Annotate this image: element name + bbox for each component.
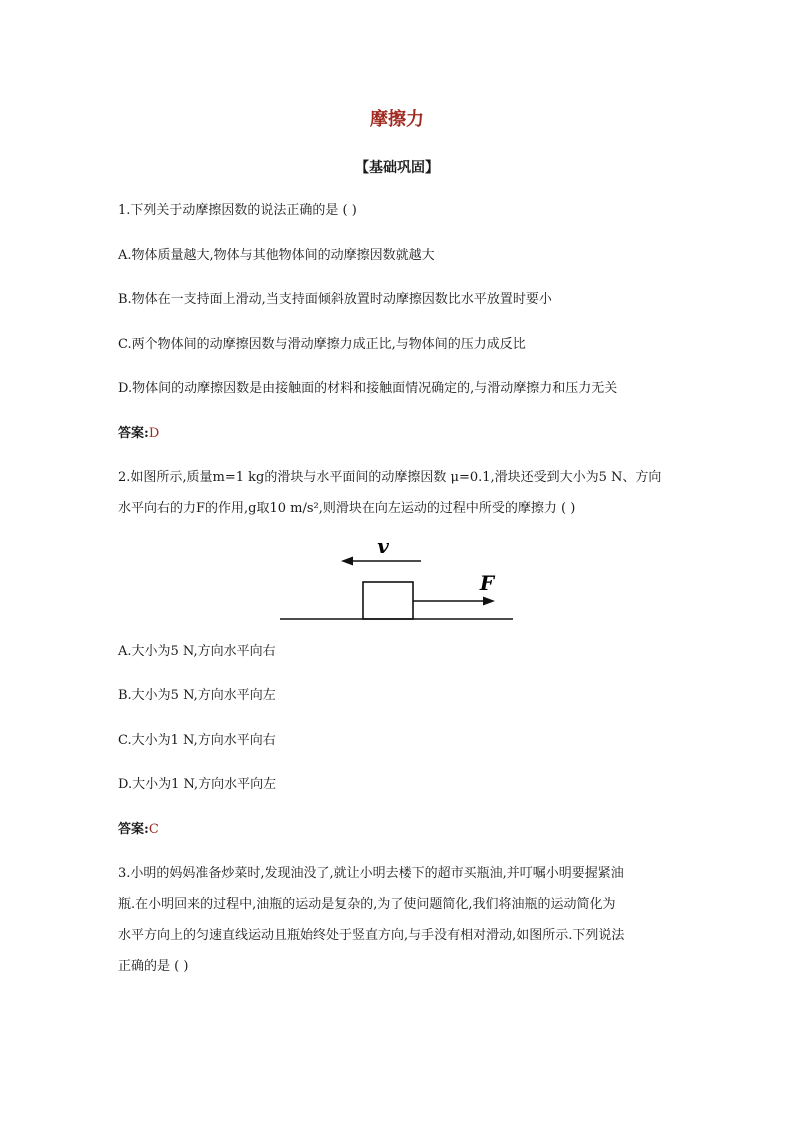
q2-answer-value: C [148,822,159,837]
q2-option-d: D.大小为1 N,方向水平向左 [118,777,277,792]
q1-answer-label: 答案: [118,426,149,441]
q1-answer [118,424,159,444]
q3-line-1: 3.小明的妈妈准备炒菜时,发现油没了,就让小明去楼下的超市买瓶油,并叮嘱小明要握紧油 [118,866,624,881]
q2-option-b: B.大小为5 N,方向水平向左 [118,688,276,703]
velocity-label: v [377,534,389,558]
q1-answer-value: D [148,426,160,441]
page-title: 摩擦力 [370,109,424,130]
q2-option-a: A.大小为5 N,方向水平向右 [118,644,276,659]
q3-line-2: 瓶.在小明回来的过程中,油瓶的运动是复杂的,为了使问题简化,我们将油瓶的运动简化为 [118,897,616,912]
section-heading: 【基础巩固】 [355,160,439,176]
q2-answer-label: 答案: [118,822,149,837]
force-label: F [479,571,495,595]
q3-line-3: 水平方向上的匀速直线运动且瓶始终处于竖直方向,与手没有相对滑动,如图所示.下列说法 [118,928,625,943]
q1-option-d: D.物体间的动摩擦因数是由接触面的材料和接触面情况确定的,与滑动摩擦力和压力无关 [118,381,618,396]
q1-option-b: B.物体在一支持面上滑动,当支持面倾斜放置时动摩擦因数比水平放置时要小 [118,292,552,307]
q1-option-c: C.两个物体间的动摩擦因数与滑动摩擦力成正比,与物体间的压力成反比 [118,337,526,352]
q2-stem-line-1: 2.如图所示,质量m=1 kg的滑块与水平面间的动摩擦因数 μ=0.1,滑块还受到大小为5 N、方向 [118,470,662,485]
q1-option-a: A.物体质量越大,物体与其他物体间的动摩擦因数就越大 [118,248,435,263]
force-diagram [275,532,520,627]
q2-option-c: C.大小为1 N,方向水平向右 [118,733,276,748]
q2-answer [118,820,159,840]
q1-stem: 1.下列关于动摩擦因数的说法正确的是 ( ) [118,203,357,218]
force-arrow [413,597,495,606]
slider-block [363,582,413,619]
q2-stem-line-2: 水平向右的力F的作用,g取10 m/s²,则滑块在向左运动的过程中所受的摩擦力 ( ) [118,501,576,516]
q3-line-4: 正确的是 ( ) [118,959,189,974]
